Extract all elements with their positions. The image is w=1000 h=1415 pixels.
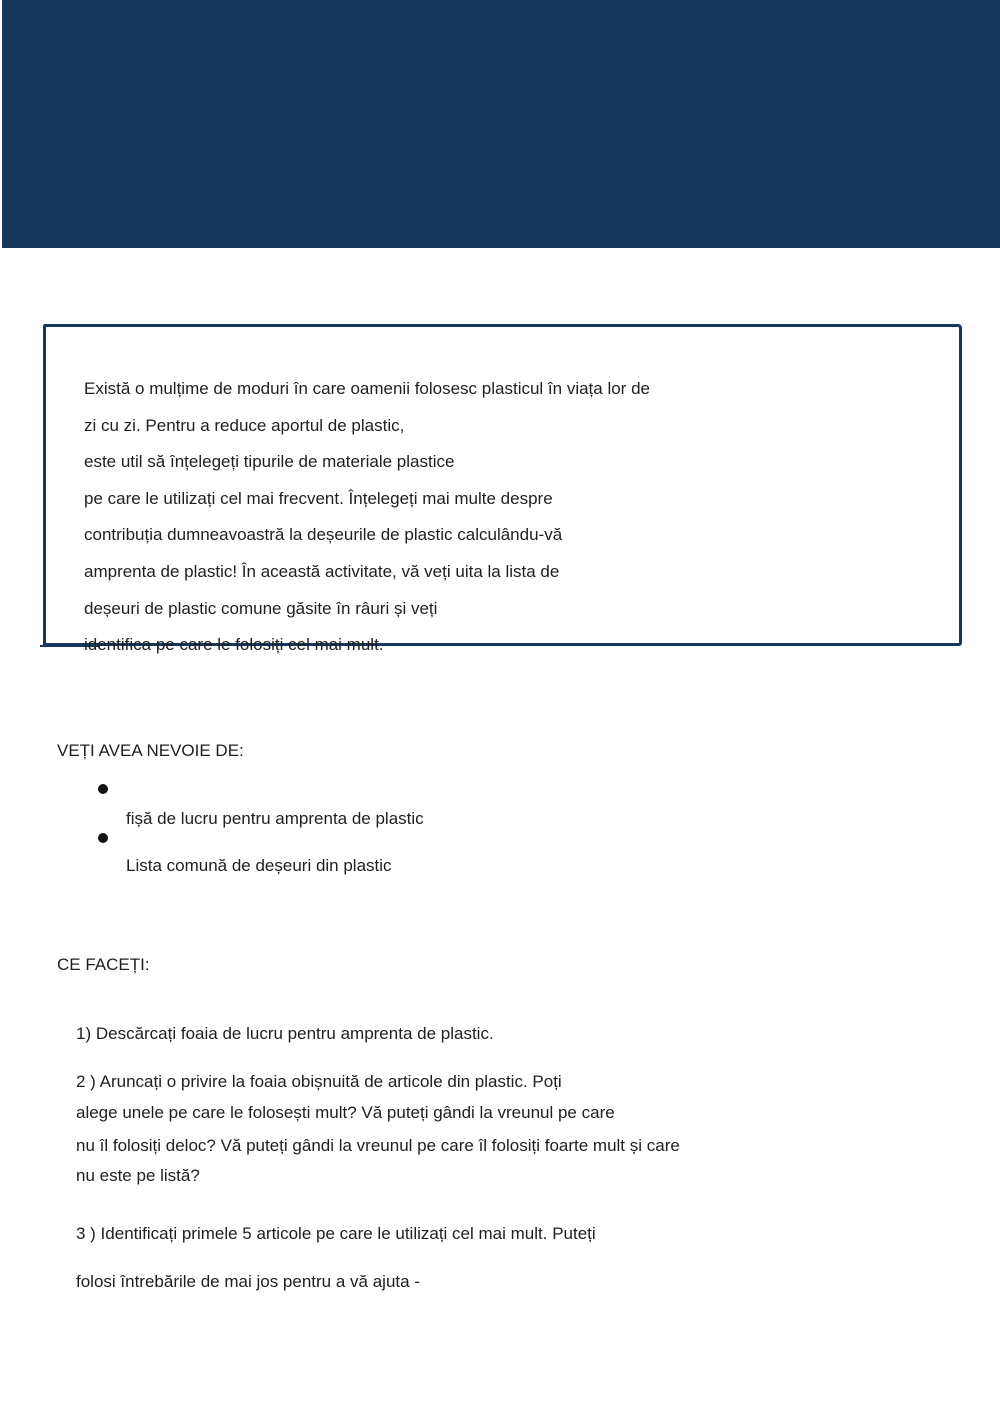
intro-line: este util să înțelegeți tipurile de materiale plastice [84, 452, 455, 472]
intro-line: Există o mulțime de moduri în care oamenii folosesc plasticul în viața lor de [84, 379, 650, 398]
step-2-line: alege unele pe care le folosești mult? Vă puteți gândi la vreunul pe care [76, 1103, 615, 1122]
step-2-line: 2 ) Aruncați o privire la foaia obișnuită de articole din plastic. Poți [76, 1072, 562, 1091]
step-1: 1) Descărcați foaia de lucru pentru amprenta de plastic. [76, 1024, 494, 1043]
step-2-line: nu îl folosiți deloc? Vă puteți gândi la vreunul pe care îl folosiți foarte mult și care [76, 1136, 680, 1155]
intro-line: pe care le utilizați cel mai frecvent. Înțelegeți mai multe despre [84, 488, 553, 508]
intro-line: amprenta de plastic! În această activitate, vă veți uita la lista de [84, 561, 560, 581]
intro-line: identifica pe care le folosiți cel mai mult. [84, 635, 384, 655]
step-2-line: nu este pe listă? [76, 1166, 200, 1185]
header-banner [2, 0, 1000, 248]
intro-line: deșeuri de plastic comune găsite în râuri și veți [84, 598, 438, 618]
needs-heading: VEȚI AVEA NEVOIE DE: [57, 741, 244, 760]
bullet-icon [98, 784, 108, 794]
bullet-icon [98, 833, 108, 843]
needs-item-worksheet: fișă de lucru pentru amprenta de plastic [126, 809, 424, 828]
intro-paragraph [84, 376, 650, 669]
intro-line: contribuția dumneavoastră la deșeurile de plastic calculându-vă [84, 525, 563, 545]
needs-item-list: Lista comună de deșeuri din plastic [126, 856, 392, 875]
steps-heading: CE FACEȚI: [57, 955, 150, 974]
intro-line: zi cu zi. Pentru a reduce aportul de plastic, [84, 415, 405, 435]
step-3-line: folosi întrebările de mai jos pentru a vă ajuta - [76, 1272, 420, 1291]
step-3-line: 3 ) Identificați primele 5 articole pe care le utilizați cel mai mult. Puteți [76, 1224, 596, 1243]
